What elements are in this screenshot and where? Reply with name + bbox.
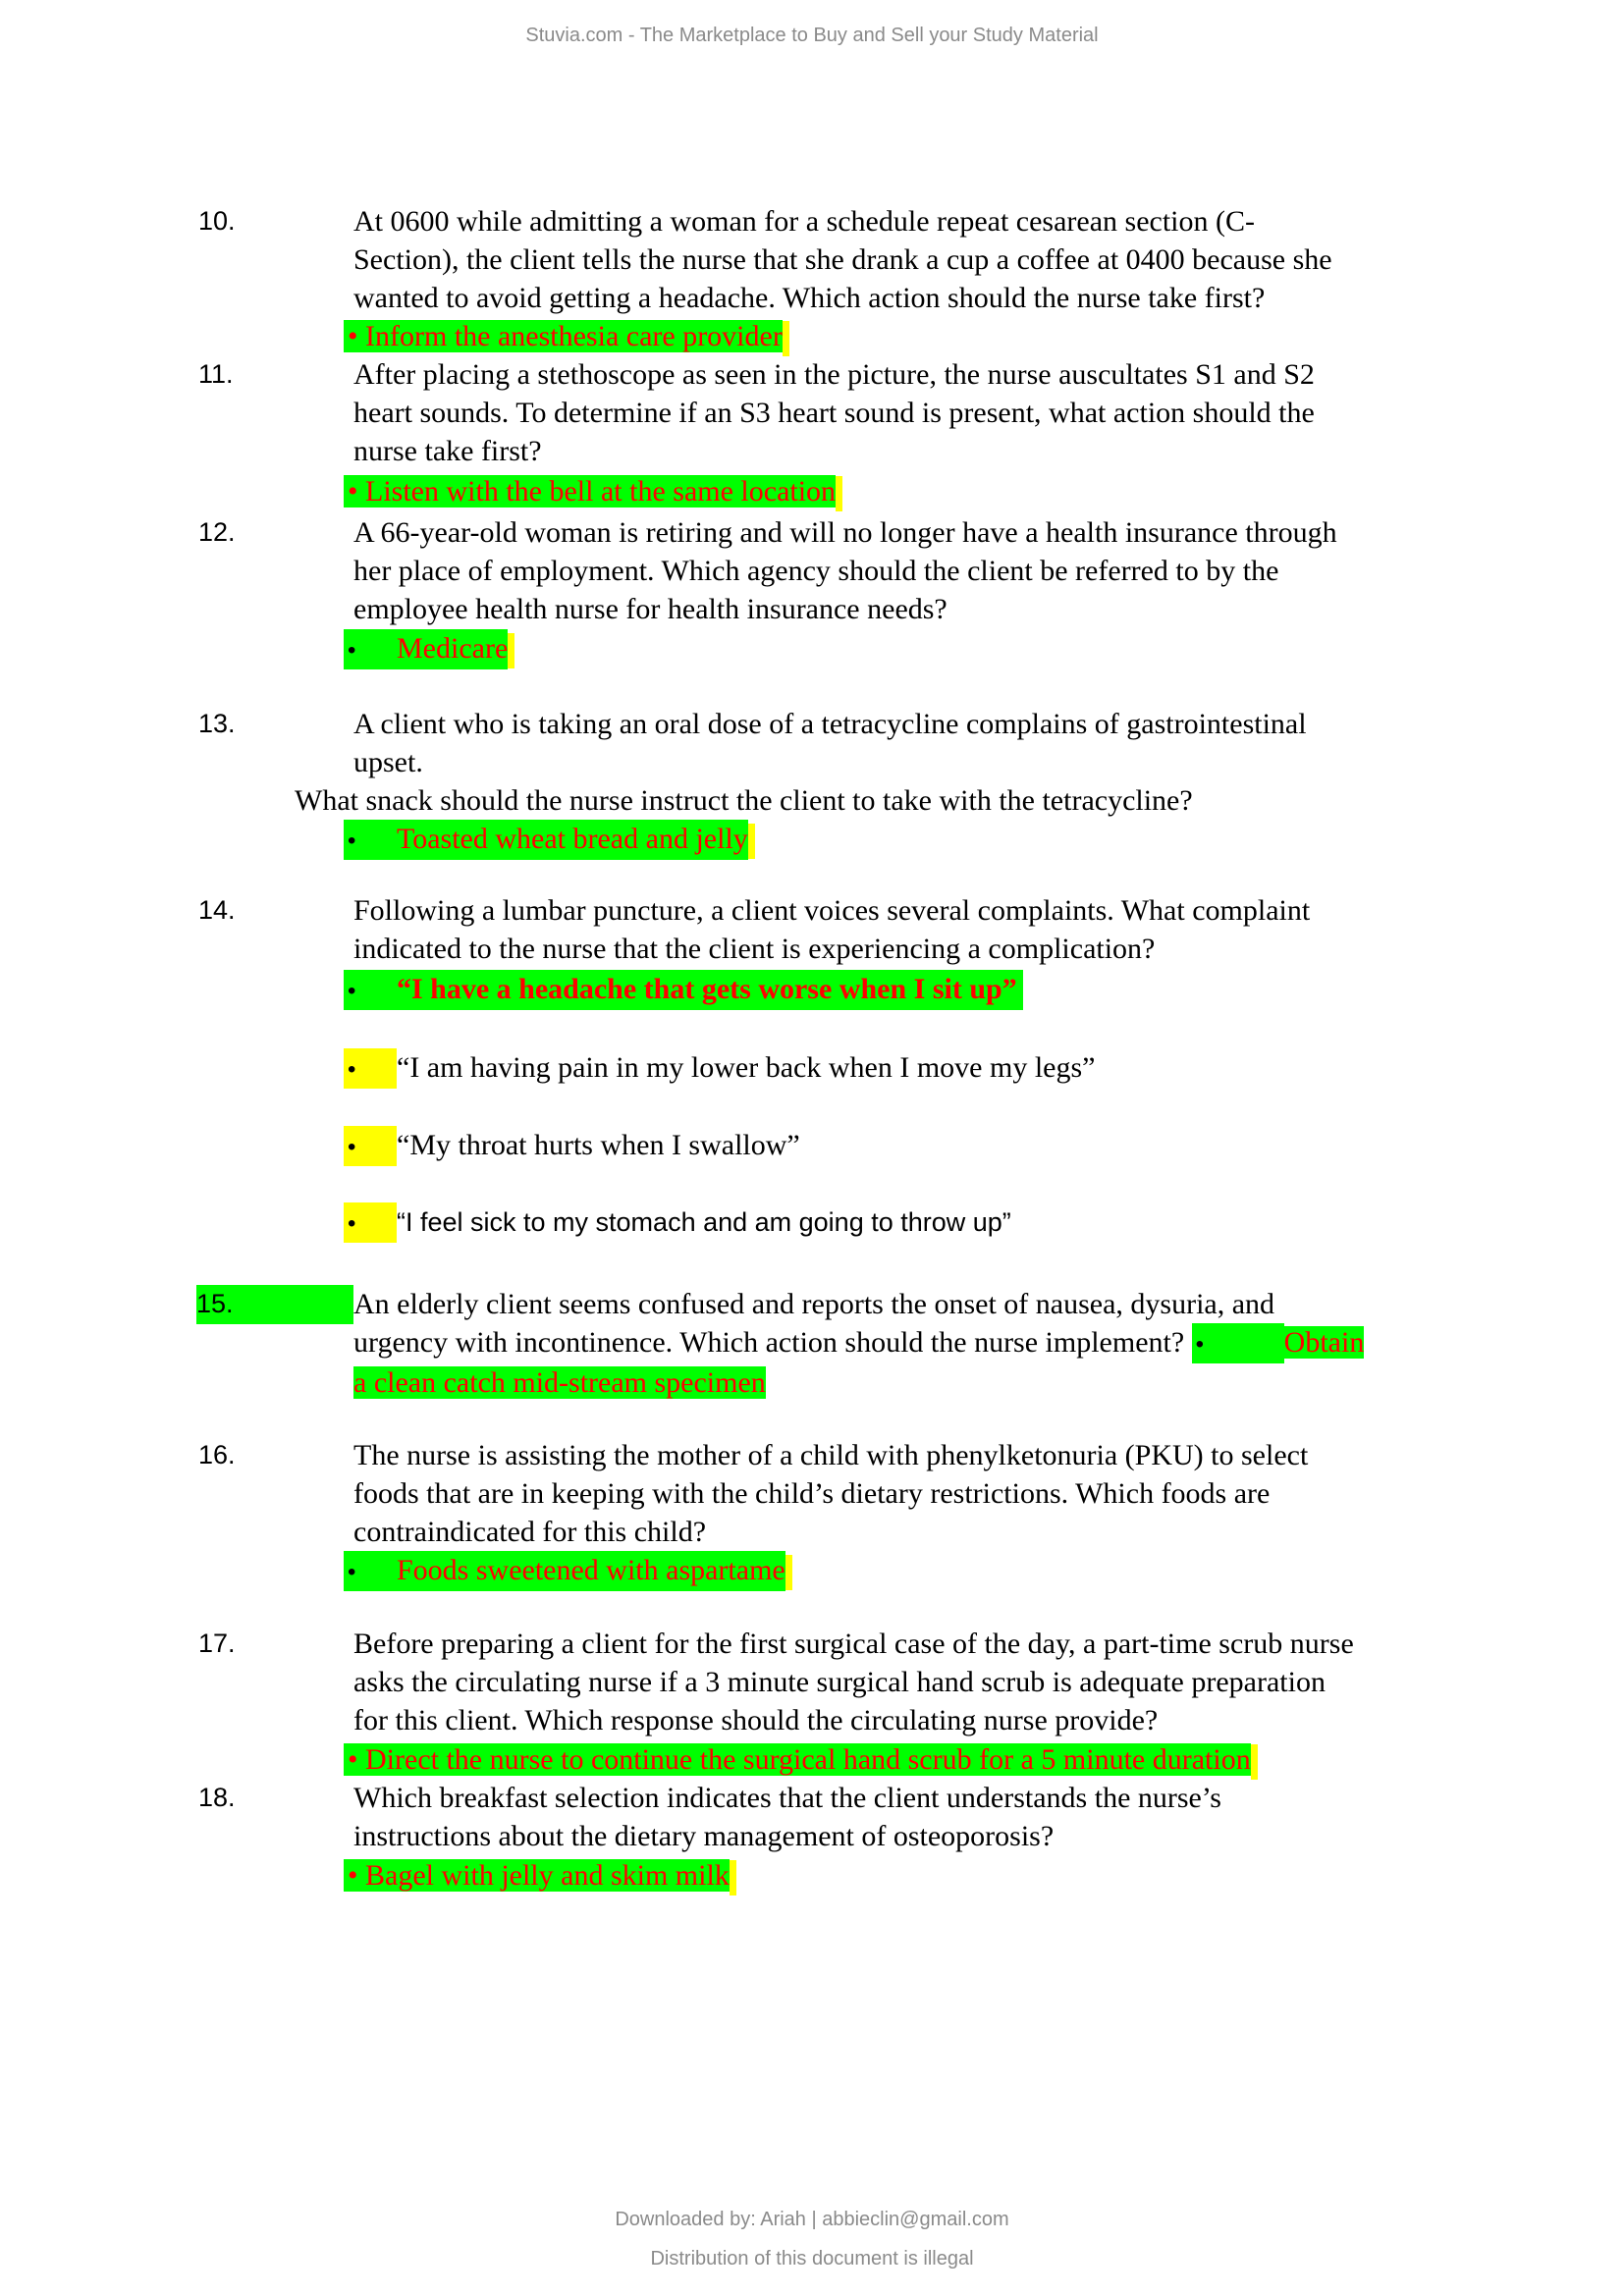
footer-downloaded-by: Downloaded by: Ariah | abbieclin@gmail.com	[615, 2209, 1009, 2230]
answer-text: Obtain	[1283, 1326, 1365, 1359]
answer-text-continued: a clean catch mid-stream specimen	[353, 1366, 766, 1399]
question-number: 13.	[198, 709, 236, 738]
footer-notice: Distribution of this document is illegal	[650, 2248, 974, 2269]
question-number: 15.	[196, 1285, 353, 1324]
answer-text: Foods sweetened with aspartame	[397, 1554, 785, 1586]
question-number: 12.	[198, 517, 236, 547]
option-text: “I am having pain in my lower back when I move my legs”	[397, 1051, 1096, 1084]
question-text: Before preparing a client for the first surgical case of the day, a part-time scrub nurse asks the circulating nurse if a 3 minute surgical hand scrub is adequate preparation for this client. Which response should the circulating nurse provide?	[353, 1628, 1354, 1736]
answer-highlight: • Toasted wheat bread and jelly	[344, 820, 755, 858]
answer-highlight: • Bagel with jelly and skim milk	[344, 1856, 736, 1895]
answer-text: “I have a headache that gets worse when I sit up”	[397, 973, 1017, 1005]
option-text: “My throat hurts when I swallow”	[397, 1129, 800, 1161]
question-text: A 66-year-old woman is retiring and will no longer have a health insurance through her place of employment. Which agency should the client be referred to by the employee health nurse for health insurance needs?	[353, 516, 1337, 625]
question-number: 14.	[198, 895, 236, 925]
answer-text: Listen with the bell at the same location	[365, 475, 837, 507]
question-number: 18.	[198, 1783, 236, 1812]
question-text: At 0600 while admitting a woman for a schedule repeat cesarean section (C- Section), the client tells the nurse that she drank a cup a coffee at 0400 because she wanted to avoid getting a headache. Which action should the nurse take first?	[353, 205, 1332, 314]
question-number: 11.	[198, 359, 234, 389]
answer-text: Direct the nurse to continue the surgical hand scrub for a 5 minute duration	[365, 1743, 1251, 1776]
option-text: “I feel sick to my stomach and am going to throw up”	[397, 1207, 1011, 1237]
answer-text: Inform the anesthesia care provider	[365, 320, 783, 352]
watermark-header: Stuvia.com - The Marketplace to Buy and Sell your Study Material	[525, 25, 1099, 46]
question-text: A client who is taking an oral dose of a tetracycline complains of gastrointestinal upset.	[353, 708, 1307, 778]
question-text: The nurse is assisting the mother of a child with phenylketonuria (PKU) to select foods that are in keeping with the child’s dietary restrictions. Which foods are contraindicated for this child?	[353, 1439, 1309, 1548]
question-text: After placing a stethoscope as seen in the picture, the nurse auscultates S1 and S2 heart sounds. To determine if an S3 heart sound is present, what action should the nurse take first?	[353, 358, 1315, 467]
answer-highlight: • Inform the anesthesia care provider	[344, 317, 789, 355]
answer-text: Toasted wheat bread and jelly	[397, 823, 748, 855]
answer-highlight: • Listen with the bell at the same location	[344, 472, 842, 510]
answer-highlight: • Foods sweetened with aspartame	[344, 1551, 792, 1589]
answer-highlight: • Direct the nurse to continue the surgical hand scrub for a 5 minute duration	[344, 1740, 1258, 1779]
question-text: Which breakfast selection indicates that the client understands the nurse’s instructions about the dietary management of osteoporosis?	[353, 1782, 1221, 1852]
question-number: 17.	[198, 1629, 236, 1658]
answer-highlight: • Medicare	[344, 629, 514, 667]
question-text: Following a lumbar puncture, a client voices several complaints. What complaint indicated to the nurse that the client is experiencing a complication?	[353, 894, 1311, 965]
option-item: • “I am having pain in my lower back when I move my legs”	[344, 1048, 1095, 1087]
option-item: • “I feel sick to my stomach and am going to throw up”	[344, 1202, 1011, 1241]
answer-text: Medicare	[397, 632, 509, 665]
option-item: • “My throat hurts when I swallow”	[344, 1126, 800, 1164]
answer-text: Bagel with jelly and skim milk	[365, 1859, 730, 1892]
question-number: 10.	[198, 206, 236, 236]
question-number: 16.	[198, 1440, 236, 1469]
question-text: An elderly client seems confused and reports the onset of nausea, dysuria, and urgency with incontinence. Which action should the nurse implement? • Obtain a clean catch mid-stream specimen	[353, 1288, 1365, 1399]
question-text-continued: What snack should the nurse instruct the client to take with the tetracycline?	[295, 784, 1193, 817]
answer-highlight: • “I have a headache that gets worse when I sit up”	[344, 970, 1023, 1009]
